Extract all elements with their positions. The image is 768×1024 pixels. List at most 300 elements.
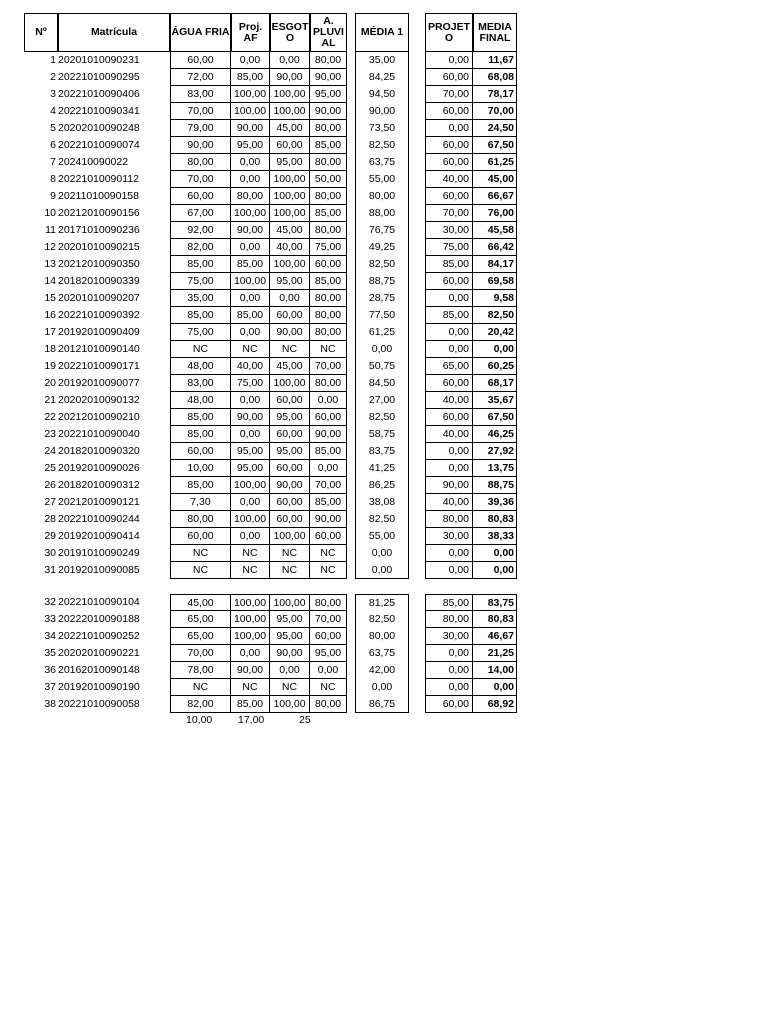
media-final-cell: 67,50 [473,137,517,154]
agua-fria-cell: 65,00 [170,611,231,628]
media-final-cell: 68,92 [473,696,517,713]
pluvial-cell: 90,00 [310,426,347,443]
matricula-cell: 20192010090077 [58,377,140,389]
proj-af-cell: NC [231,341,270,358]
table-row [0,205,768,222]
pluvial-cell: 80,00 [310,188,347,205]
matricula-cell: 20221010090295 [58,71,140,83]
media-final-cell: 14,00 [473,662,517,679]
header-media-final-label: MEDIA FINAL [478,20,512,44]
projeto-cell: 0,00 [425,645,473,662]
table-row [0,307,768,324]
proj-af-cell: 0,00 [231,239,270,256]
agua-fria-cell: 83,00 [170,86,231,103]
projeto-cell: 30,00 [425,528,473,545]
esgoto-cell: NC [270,562,310,579]
table-row [0,679,768,696]
projeto-cell: 70,00 [425,86,473,103]
projeto-cell: 0,00 [425,290,473,307]
table-row [0,545,768,562]
table-row [0,494,768,511]
media1-cell: 94,50 [355,86,409,103]
projeto-cell: 40,00 [425,171,473,188]
media-final-cell: 39,36 [473,494,517,511]
pluvial-cell: 80,00 [310,52,347,69]
row-number: 16 [44,309,56,321]
media-final-cell: 67,50 [473,409,517,426]
pluvial-cell: 80,00 [310,154,347,171]
media1-cell: 83,75 [355,443,409,460]
pluvial-cell: 80,00 [310,324,347,341]
media-final-cell: 80,83 [473,511,517,528]
proj-af-cell: 100,00 [231,205,270,222]
media1-cell: 55,00 [355,528,409,545]
matricula-cell: 20201010090231 [58,54,140,66]
agua-fria-cell: 65,00 [170,628,231,645]
agua-fria-cell: NC [170,679,231,696]
row-number: 24 [44,445,56,457]
matricula-cell: 20212010090121 [58,496,140,508]
projeto-cell: 80,00 [425,511,473,528]
matricula-cell: 20222010090188 [58,613,140,625]
proj-af-cell: 95,00 [231,460,270,477]
media-final-cell: 80,83 [473,611,517,628]
row-number: 6 [50,139,56,151]
matricula-cell: 202410090022 [58,156,129,168]
media-final-cell: 60,25 [473,358,517,375]
row-number: 22 [44,411,56,423]
esgoto-cell: 45,00 [270,358,310,375]
row-number: 23 [44,428,56,440]
table-row [0,645,768,662]
pluvial-cell: 0,00 [310,392,347,409]
matricula-cell: 20121010090140 [58,343,140,355]
proj-af-cell: NC [231,545,270,562]
agua-fria-cell: 90,00 [170,137,231,154]
table-row [0,341,768,358]
pluvial-cell: 85,00 [310,137,347,154]
media-final-cell: 27,92 [473,443,517,460]
pluvial-cell: 85,00 [310,273,347,290]
esgoto-cell: 100,00 [270,188,310,205]
media-final-cell: 11,67 [473,52,517,69]
table-row [0,392,768,409]
agua-fria-cell: 85,00 [170,256,231,273]
table-row [0,239,768,256]
projeto-cell: 0,00 [425,460,473,477]
esgoto-cell: NC [270,545,310,562]
pluvial-cell: 95,00 [310,86,347,103]
pluvial-cell: 80,00 [310,307,347,324]
matricula-cell: 20221010090074 [58,139,140,151]
pluvial-cell: 70,00 [310,358,347,375]
table-row [0,628,768,645]
row-number: 35 [44,647,56,659]
media1-cell: 58,75 [355,426,409,443]
proj-af-cell: 85,00 [231,307,270,324]
table-row [0,511,768,528]
row-number: 2 [50,71,56,83]
header-media1-label: MÉDIA 1 [360,26,404,38]
proj-af-cell: NC [231,562,270,579]
esgoto-cell: 90,00 [270,645,310,662]
projeto-cell: 0,00 [425,562,473,579]
projeto-cell: 60,00 [425,69,473,86]
matricula-cell: 20221010090104 [58,596,140,608]
pluvial-cell: 85,00 [310,494,347,511]
matricula-cell: 20192010090026 [58,462,140,474]
row-number: 31 [44,564,56,576]
esgoto-cell: 100,00 [270,375,310,392]
media-final-cell: 9,58 [473,290,517,307]
esgoto-cell: 95,00 [270,154,310,171]
esgoto-cell: 60,00 [270,426,310,443]
esgoto-cell: 95,00 [270,628,310,645]
agua-fria-cell: 83,00 [170,375,231,392]
agua-fria-cell: NC [170,341,231,358]
proj-af-cell: 75,00 [231,375,270,392]
matricula-cell: 20221010090406 [58,88,140,100]
projeto-cell: 60,00 [425,273,473,290]
projeto-cell: 0,00 [425,662,473,679]
pluvial-cell: 80,00 [310,222,347,239]
media1-cell: 82,50 [355,511,409,528]
table-row [0,324,768,341]
esgoto-cell: 60,00 [270,494,310,511]
esgoto-cell: 95,00 [270,409,310,426]
row-number: 13 [44,258,56,270]
media1-cell: 0,00 [355,341,409,358]
projeto-cell: 60,00 [425,188,473,205]
media-final-cell: 70,00 [473,103,517,120]
esgoto-cell: 60,00 [270,392,310,409]
proj-af-cell: 100,00 [231,103,270,120]
pluvial-cell: 85,00 [310,205,347,222]
proj-af-cell: 100,00 [231,511,270,528]
row-number: 11 [45,224,56,236]
media1-cell: 50,75 [355,358,409,375]
pluvial-cell: 75,00 [310,239,347,256]
row-number: 27 [44,496,56,508]
matricula-cell: 20221010090058 [58,698,140,710]
projeto-cell: 60,00 [425,154,473,171]
matricula-cell: 20182010090312 [58,479,140,491]
matricula-cell: 20221010090341 [58,105,140,117]
header-matricula [58,13,170,52]
agua-fria-cell: 85,00 [170,307,231,324]
matricula-cell: 20171010090236 [58,224,140,236]
projeto-cell: 85,00 [425,307,473,324]
media1-cell: 61,25 [355,324,409,341]
proj-af-cell: NC [231,679,270,696]
row-number: 20 [44,377,56,389]
proj-af-cell: 100,00 [231,86,270,103]
esgoto-cell: 100,00 [270,256,310,273]
row-number: 10 [44,207,56,219]
row-number: 1 [50,54,56,66]
matricula-cell: 20191010090249 [58,547,140,559]
header-matricula-label: Matrícula [90,26,138,38]
row-number: 34 [44,630,56,642]
table-row [0,477,768,494]
media-final-cell: 46,25 [473,426,517,443]
agua-fria-cell: 72,00 [170,69,231,86]
proj-af-cell: 0,00 [231,494,270,511]
row-number: 36 [44,664,56,676]
pluvial-cell: 60,00 [310,256,347,273]
proj-af-cell: 0,00 [231,645,270,662]
media-final-cell: 0,00 [473,679,517,696]
header-projeto [425,13,473,52]
esgoto-cell: 100,00 [270,103,310,120]
proj-af-cell: 40,00 [231,358,270,375]
header-agua-fria-label: ÁGUA FRIA [171,26,230,38]
table-row [0,528,768,545]
proj-af-cell: 0,00 [231,528,270,545]
media-final-cell: 78,17 [473,86,517,103]
proj-af-cell: 95,00 [231,137,270,154]
agua-fria-cell: 10,00 [170,460,231,477]
agua-fria-cell: 60,00 [170,443,231,460]
agua-fria-cell: 60,00 [170,52,231,69]
agua-fria-cell: 80,00 [170,511,231,528]
pluvial-cell: 70,00 [310,477,347,494]
header-proj-af-label: Proj. AF [238,20,263,44]
media1-cell: 28,75 [355,290,409,307]
agua-fria-cell: 80,00 [170,154,231,171]
matricula-cell: 20192010090190 [58,681,140,693]
footer-value: 25 [299,714,311,726]
esgoto-cell: 45,00 [270,222,310,239]
table-row [0,273,768,290]
row-number: 21 [44,394,56,406]
row-number: 14 [44,275,56,287]
proj-af-cell: 0,00 [231,290,270,307]
table-row [0,256,768,273]
matricula-cell: 20221010090244 [58,513,140,525]
media-final-cell: 68,17 [473,375,517,392]
header-number [24,13,58,52]
row-number: 33 [44,613,56,625]
agua-fria-cell: 79,00 [170,120,231,137]
media1-cell: 42,00 [355,662,409,679]
matricula-cell: 20201010090215 [58,241,140,253]
projeto-cell: 60,00 [425,696,473,713]
media-final-cell: 82,50 [473,307,517,324]
row-number: 3 [50,88,56,100]
proj-af-cell: 100,00 [231,477,270,494]
agua-fria-cell: 82,00 [170,239,231,256]
esgoto-cell: 0,00 [270,290,310,307]
media-final-cell: 24,50 [473,120,517,137]
matricula-cell: 20192010090409 [58,326,140,338]
esgoto-cell: 40,00 [270,239,310,256]
media-final-cell: 68,08 [473,69,517,86]
agua-fria-cell: 85,00 [170,409,231,426]
media1-cell: 80,00 [355,188,409,205]
pluvial-cell: NC [310,341,347,358]
row-number: 15 [44,292,56,304]
proj-af-cell: 90,00 [231,662,270,679]
table-row [0,103,768,120]
pluvial-cell: 80,00 [310,696,347,713]
esgoto-cell: 100,00 [270,86,310,103]
media1-cell: 88,00 [355,205,409,222]
media1-cell: 80,00 [355,628,409,645]
agua-fria-cell: 82,00 [170,696,231,713]
table-row [0,120,768,137]
media1-cell: 86,75 [355,696,409,713]
table-row [0,562,768,579]
table-row [0,290,768,307]
row-number: 4 [50,105,56,117]
media-final-cell: 45,00 [473,171,517,188]
header-media-final [473,13,517,52]
projeto-cell: 60,00 [425,103,473,120]
row-number: 9 [50,190,56,202]
esgoto-cell: 60,00 [270,460,310,477]
row-number: 8 [50,173,56,185]
pluvial-cell: 70,00 [310,611,347,628]
agua-fria-cell: 75,00 [170,324,231,341]
esgoto-cell: 100,00 [270,594,310,611]
pluvial-cell: 80,00 [310,375,347,392]
media1-cell: 82,50 [355,137,409,154]
media1-cell: 90,00 [355,103,409,120]
matricula-cell: 20192010090414 [58,530,140,542]
header-number-label: Nº [35,26,47,38]
table-row [0,594,768,611]
media1-cell: 38,08 [355,494,409,511]
agua-fria-cell: NC [170,545,231,562]
media1-cell: 0,00 [355,545,409,562]
table-row [0,137,768,154]
projeto-cell: 30,00 [425,628,473,645]
pluvial-cell: 95,00 [310,645,347,662]
esgoto-cell: 60,00 [270,511,310,528]
media-final-cell: 38,33 [473,528,517,545]
matricula-cell: 20202010090221 [58,647,140,659]
media-final-cell: 0,00 [473,341,517,358]
agua-fria-cell: 92,00 [170,222,231,239]
row-number: 26 [44,479,56,491]
esgoto-cell: 45,00 [270,120,310,137]
pluvial-cell: 80,00 [310,594,347,611]
proj-af-cell: 0,00 [231,154,270,171]
media-final-cell: 76,00 [473,205,517,222]
agua-fria-cell: 78,00 [170,662,231,679]
projeto-cell: 30,00 [425,222,473,239]
projeto-cell: 0,00 [425,679,473,696]
proj-af-cell: 100,00 [231,594,270,611]
media-final-cell: 0,00 [473,562,517,579]
media-final-cell: 46,67 [473,628,517,645]
proj-af-cell: 80,00 [231,188,270,205]
proj-af-cell: 90,00 [231,409,270,426]
table-row [0,171,768,188]
proj-af-cell: 0,00 [231,392,270,409]
media1-cell: 77,50 [355,307,409,324]
media-final-cell: 20,42 [473,324,517,341]
esgoto-cell: 0,00 [270,662,310,679]
media1-cell: 27,00 [355,392,409,409]
proj-af-cell: 100,00 [231,611,270,628]
pluvial-cell: 80,00 [310,290,347,307]
proj-af-cell: 95,00 [231,443,270,460]
media1-cell: 63,75 [355,645,409,662]
esgoto-cell: 100,00 [270,205,310,222]
esgoto-cell: 60,00 [270,137,310,154]
media-final-cell: 69,58 [473,273,517,290]
pluvial-cell: 90,00 [310,103,347,120]
projeto-cell: 0,00 [425,120,473,137]
media1-cell: 88,75 [355,273,409,290]
matricula-cell: 20221010090040 [58,428,140,440]
proj-af-cell: 85,00 [231,69,270,86]
pluvial-cell: 60,00 [310,628,347,645]
row-number: 5 [50,122,56,134]
header-agua-fria [170,13,231,52]
media-final-cell: 61,25 [473,154,517,171]
proj-af-cell: 0,00 [231,426,270,443]
media1-cell: 82,50 [355,256,409,273]
row-number: 18 [44,343,56,355]
row-number: 7 [50,156,56,168]
agua-fria-cell: 85,00 [170,426,231,443]
projeto-cell: 0,00 [425,545,473,562]
footer-value: 10,00 [186,714,213,726]
projeto-cell: 0,00 [425,324,473,341]
media1-cell: 41,25 [355,460,409,477]
table-row [0,86,768,103]
esgoto-cell: 60,00 [270,307,310,324]
pluvial-cell: 50,00 [310,171,347,188]
matricula-cell: 20221010090112 [58,173,139,185]
agua-fria-cell: 60,00 [170,188,231,205]
media1-cell: 55,00 [355,171,409,188]
media1-cell: 84,50 [355,375,409,392]
matricula-cell: 20221010090252 [58,630,140,642]
table-row [0,222,768,239]
header-proj-af [231,13,270,52]
esgoto-cell: 95,00 [270,611,310,628]
media-final-cell: 83,75 [473,594,517,611]
table-row [0,426,768,443]
proj-af-cell: 100,00 [231,273,270,290]
row-number: 32 [44,596,56,608]
media-final-cell: 45,58 [473,222,517,239]
projeto-cell: 75,00 [425,239,473,256]
agua-fria-cell: 48,00 [170,392,231,409]
matricula-cell: 20212010090350 [58,258,140,270]
esgoto-cell: 0,00 [270,52,310,69]
media1-cell: 63,75 [355,154,409,171]
esgoto-cell: 90,00 [270,69,310,86]
proj-af-cell: 90,00 [231,120,270,137]
pluvial-cell: 0,00 [310,662,347,679]
pluvial-cell: 60,00 [310,409,347,426]
header-media1 [355,13,409,52]
matricula-cell: 20182010090320 [58,445,140,457]
row-number: 30 [44,547,56,559]
esgoto-cell: 95,00 [270,443,310,460]
media-final-cell: 66,42 [473,239,517,256]
esgoto-cell: 90,00 [270,324,310,341]
row-number: 29 [44,530,56,542]
media1-cell: 86,25 [355,477,409,494]
proj-af-cell: 90,00 [231,222,270,239]
projeto-cell: 90,00 [425,477,473,494]
